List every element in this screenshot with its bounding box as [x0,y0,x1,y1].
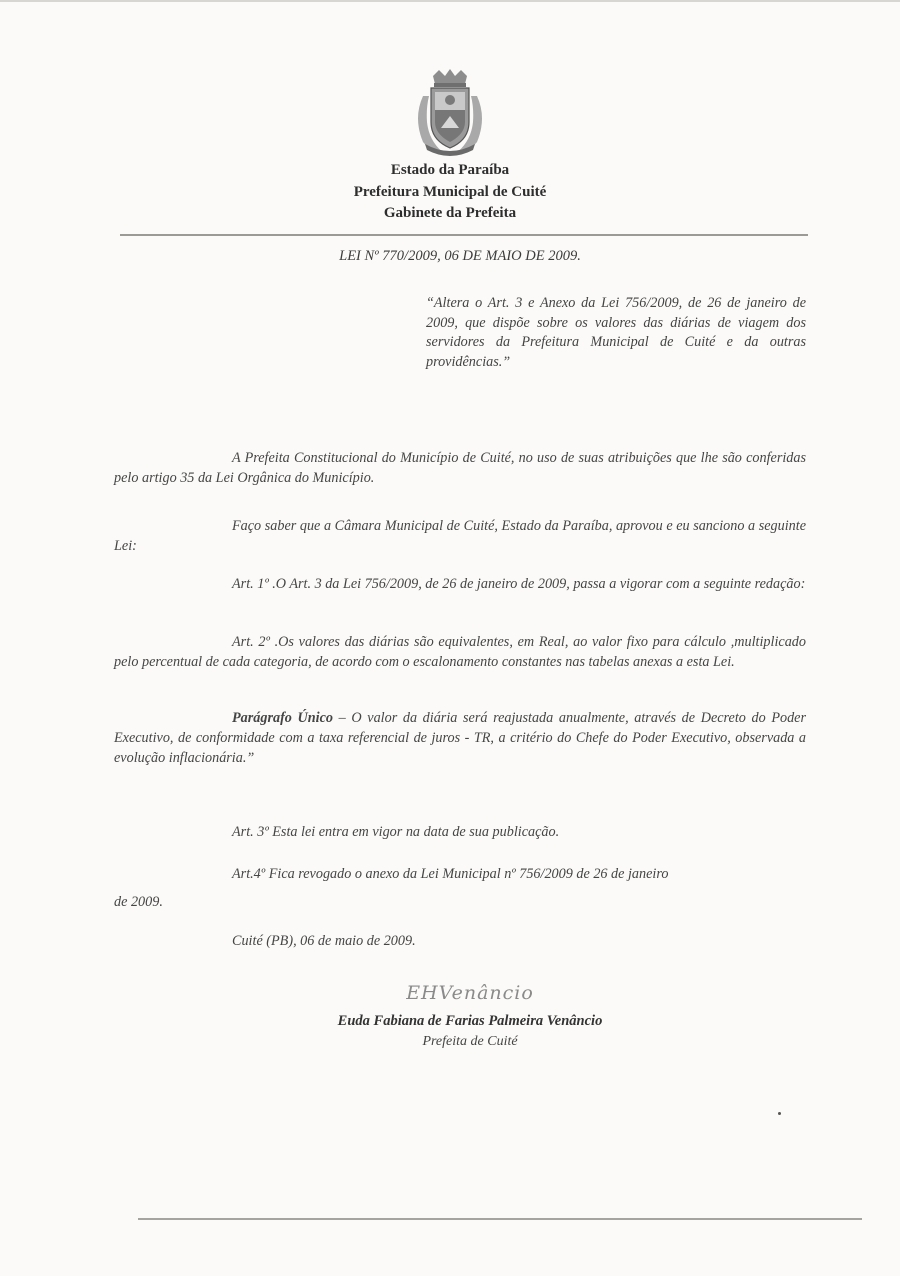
signatory-role: Prefeita de Cuité [422,1034,518,1049]
municipal-coat-of-arms [411,68,489,156]
header-city-hall: Prefeitura Municipal de Cuité [353,184,547,200]
signatory-name: Euda Fabiana de Farias Palmeira Venâncio [337,1013,603,1029]
sole-paragraph-text: – O valor da diária será reajustada anualmente, através de Decreto do Poder Executivo, de conformidade com a taxa referencial de juros - TR, a critério do Chefe do Poder Executivo, observada a evolução inflacionária.” [114,710,806,766]
article-4-line-2: de 2009. [114,894,163,910]
preamble-paragraph: A Prefeita Constitucional do Município de Cuité, no uso de suas atribuições que lhe são conferidas pelo artigo 35 da Lei Orgânica do Município. [114,450,806,486]
header-office: Gabinete da Prefeita [383,205,517,221]
sanction-paragraph: Faço saber que a Câmara Municipal de Cuité, Estado da Paraíba, aprovou e eu sanciono a seguinte Lei: [114,518,806,554]
header-state: Estado da Paraíba [390,162,510,178]
article-4-line-1: Art.4º Fica revogado o anexo da Lei Municipal nº 756/2009 de 26 de janeiro [232,866,669,882]
footer-divider [138,1218,862,1220]
article-3: Art. 3º Esta lei entra em vigor na data de sua publicação. [232,824,560,840]
handwritten-signature: EHVenâncio [406,982,534,1004]
article-2: Art. 2º .Os valores das diárias são equivalentes, em Real, ao valor fixo para cálculo ,multiplicado pelo percentual de cada categoria, de acordo com o escalonamento constantes nas tabelas anexas a esta Lei. [114,634,806,670]
law-ementa: “Altera o Art. 3 e Anexo da Lei 756/2009, de 26 de janeiro de 2009, que dispõe sobre os valores das diárias de viagem dos servidores da Prefeitura Municipal de Cuité e da outras providências.” [426,295,806,370]
scan-speck [778,1112,781,1115]
law-title: LEI Nº 770/2009, 06 DE MAIO DE 2009. [339,248,581,264]
sole-paragraph [114,708,806,768]
header-divider [120,234,808,236]
sole-paragraph-label: Parágrafo Único [232,710,334,726]
article-1: Art. 1º .O Art. 3 da Lei 756/2009, de 26 de janeiro de 2009, passa a vigorar com a seguinte redação: [232,576,806,592]
place-and-date: Cuité (PB), 06 de maio de 2009. [232,933,416,949]
